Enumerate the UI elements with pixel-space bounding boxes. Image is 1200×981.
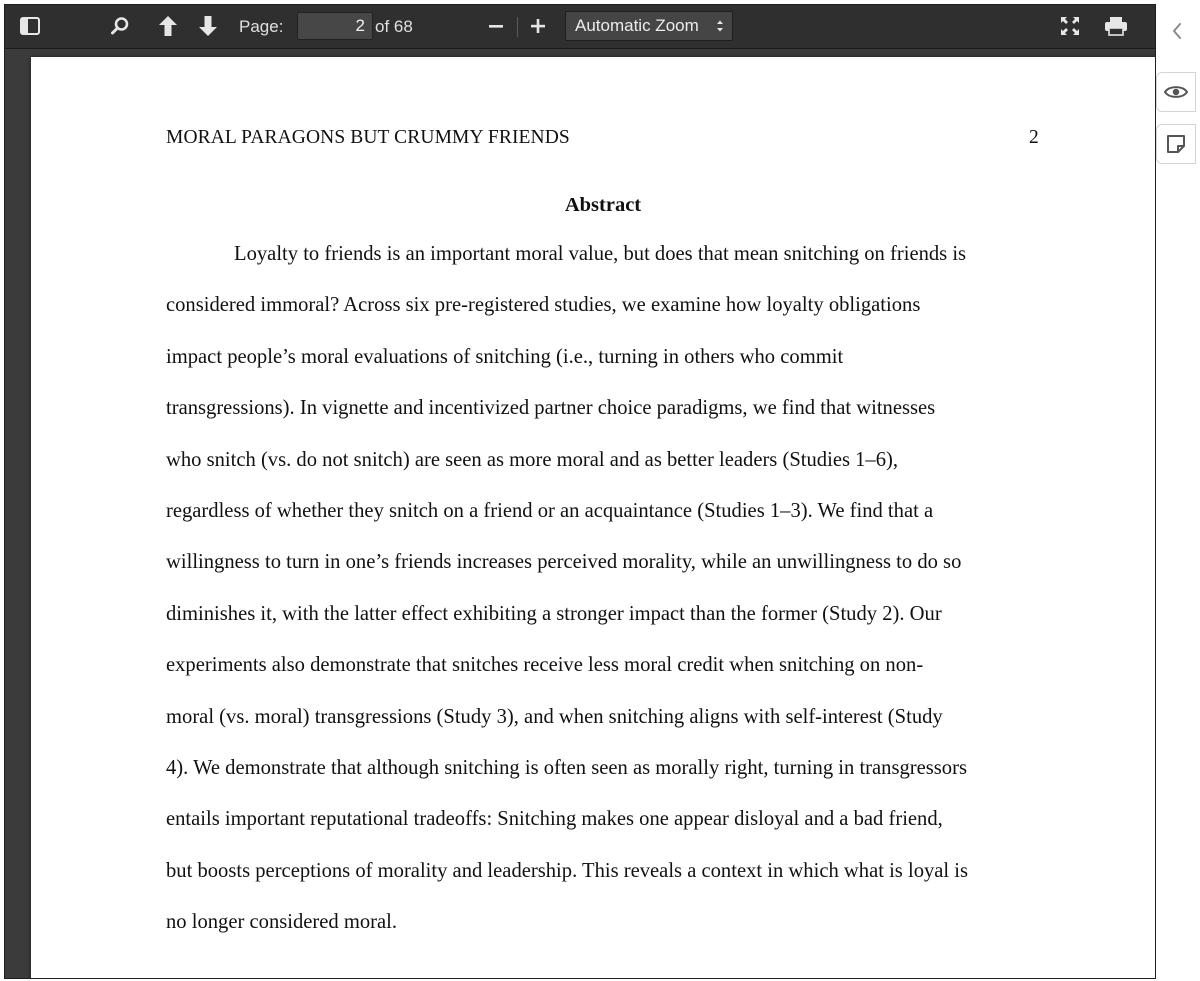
next-page-button[interactable]	[193, 11, 223, 41]
eye-icon	[1164, 84, 1188, 100]
zoom-out-button[interactable]	[483, 11, 509, 41]
print-icon	[1104, 16, 1128, 36]
abstract-line: considered immoral? Across six pre-registered studies, we examine how loyalty obligations	[166, 294, 921, 317]
abstract-heading: Abstract	[564, 194, 642, 216]
chevron-left-icon	[1171, 22, 1183, 40]
running-head: MORAL PARAGONS BUT CRUMMY FRIENDS	[166, 127, 570, 148]
page-label: Page:	[239, 17, 284, 36]
sidebar-toggle-icon	[20, 17, 40, 35]
zoom-select[interactable]	[565, 11, 733, 41]
page-number-input[interactable]: 2	[297, 12, 373, 40]
minus-icon	[488, 18, 504, 34]
arrow-down-icon	[198, 15, 218, 37]
zoom-in-button[interactable]	[525, 11, 551, 41]
presentation-mode-button[interactable]	[1055, 11, 1085, 41]
abstract-line: but boosts perceptions of morality and leadership. This reveals a context in which what is loyal is	[166, 859, 969, 882]
select-caret-icon	[716, 19, 724, 33]
abstract-line: experiments also demonstrate that snitches receive less moral credit when snitching on non-	[166, 654, 924, 677]
abstract-line: impact people’s moral evaluations of snitching (i.e., turning in others who commit	[166, 345, 844, 368]
page-count: of 68	[375, 17, 413, 36]
abstract-line: diminishes it, with the latter effect exhibiting a stronger impact than the former (Study 2). Our	[166, 602, 942, 625]
print-button[interactable]	[1100, 11, 1132, 41]
abstract-line: regardless of whether they snitch on a friend or an acquaintance (Studies 1–3). We find that a	[166, 499, 934, 522]
sidebar-toggle-button[interactable]	[15, 11, 45, 41]
abstract-line: Loyalty to friends is an important moral value, but does that mean snitching on friends is	[234, 243, 967, 265]
note-button[interactable]	[1156, 124, 1196, 164]
previous-page-button[interactable]	[153, 11, 183, 41]
zoom-divider	[517, 17, 518, 37]
abstract-line: 4). We demonstrate that although snitching is often seen as morally right, turning in transgressors	[166, 756, 967, 779]
abstract-line: willingness to turn in one’s friends increases perceived morality, while an unwillingness to do so	[166, 551, 962, 574]
abstract-line: who snitch (vs. do not snitch) are seen as more moral and as better leaders (Studies 1–6),	[166, 448, 899, 471]
search-button[interactable]	[105, 11, 135, 41]
abstract-line: no longer considered moral.	[166, 911, 398, 934]
view-button[interactable]	[1156, 72, 1196, 112]
abstract-line: entails important reputational tradeoffs: Snitching makes one appear disloyal and a bad friend,	[166, 808, 943, 831]
pdf-viewer	[4, 4, 1156, 979]
note-icon	[1166, 134, 1186, 154]
collapse-panel-button[interactable]	[1162, 16, 1192, 46]
abstract-line: transgressions). In vignette and incentivized partner choice paradigms, we find that witnesses	[166, 397, 936, 420]
zoom-value: Automatic Zoom	[575, 16, 699, 35]
pdf-page	[31, 57, 1156, 979]
search-icon	[110, 16, 130, 36]
plus-icon	[530, 18, 546, 34]
page-number: 2	[1029, 127, 1039, 148]
abstract-line: moral (vs. moral) transgressions (Study 3), and when snitching aligns with self-interest (Study	[166, 705, 943, 728]
abstract-body	[166, 229, 1046, 948]
fullscreen-icon	[1060, 16, 1080, 36]
arrow-up-icon	[158, 15, 178, 37]
toolbar	[5, 5, 1155, 49]
